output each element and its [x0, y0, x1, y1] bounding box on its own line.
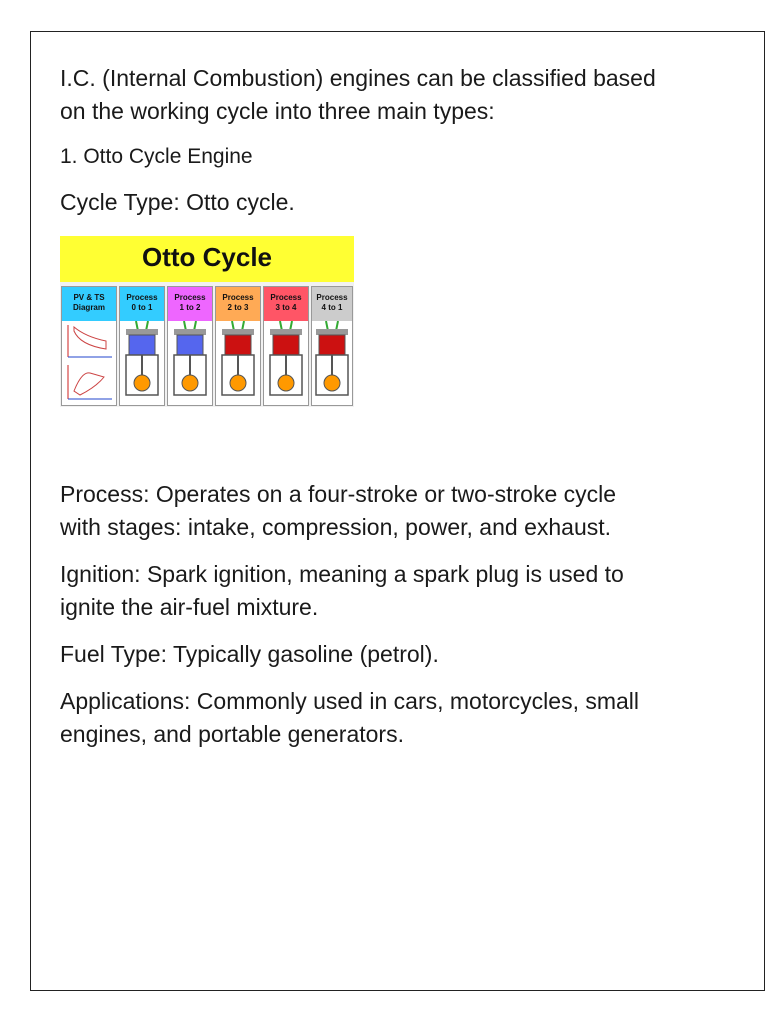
engine-cylinder-icon: [216, 321, 260, 405]
document-content-lower: [60, 478, 660, 751]
column-header-line: Process: [174, 293, 206, 302]
engine-cylinder-icon: [168, 321, 212, 405]
otto-cycle-figure: [60, 236, 354, 407]
column-header: [264, 287, 308, 321]
process-column: [263, 286, 309, 406]
process-column: [167, 286, 213, 406]
column-header-line: Process: [222, 293, 254, 302]
process-column: [215, 286, 261, 406]
diagram-column: [61, 286, 117, 406]
column-header: [120, 287, 164, 321]
column-header-line: 4 to 1: [321, 303, 343, 312]
cycle-type-paragraph: Cycle Type: Otto cycle.: [60, 189, 295, 215]
engine-cylinder-icon: [120, 321, 164, 405]
column-header-line: 2 to 3: [227, 303, 249, 312]
column-header: [216, 287, 260, 321]
process-column: [119, 286, 165, 406]
column-header-line: Process: [316, 293, 348, 302]
column-header-line: Process: [126, 293, 158, 302]
engine-cylinder-icon: [312, 321, 352, 405]
process-column: [311, 286, 353, 406]
column-header: [312, 287, 352, 321]
column-header-line: Process: [270, 293, 302, 302]
section-heading: 1. Otto Cycle Engine: [60, 145, 253, 168]
fuel-type-paragraph: Fuel Type: Typically gasoline (petrol).: [60, 641, 439, 667]
column-header-line: 1 to 2: [179, 303, 201, 312]
applications-paragraph: Applications: Commonly used in cars, motorcycles, small engines, and portable generators.: [60, 688, 640, 747]
column-header-line: Diagram: [72, 303, 105, 312]
engine-cylinder-icon: [264, 321, 308, 405]
pv-ts-diagram-icon: [62, 321, 116, 405]
column-header-line: PV & TS: [73, 293, 105, 302]
ignition-paragraph: Ignition: Spark ignition, meaning a spark plug is used to ignite the air-fuel mixture.: [60, 561, 624, 620]
figure-title: Otto Cycle: [141, 242, 273, 272]
intro-paragraph: I.C. (Internal Combustion) engines can be classified based on the working cycle into three main types:: [60, 65, 656, 124]
column-header: [168, 287, 212, 321]
column-header: [62, 287, 116, 321]
process-paragraph: Process: Operates on a four-stroke or two-stroke cycle with stages: intake, compression, power, and exhaust.: [60, 481, 617, 540]
document-content: [60, 62, 660, 219]
column-header-line: 3 to 4: [275, 303, 297, 312]
column-header-line: 0 to 1: [131, 303, 153, 312]
